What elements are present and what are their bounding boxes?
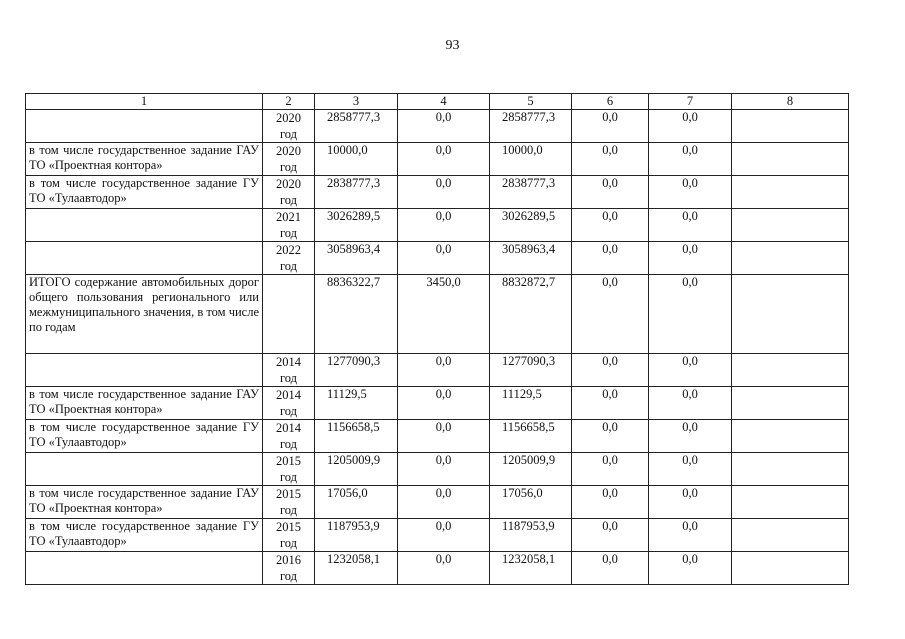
description-cell <box>26 110 263 143</box>
description-cell <box>26 453 263 486</box>
year-word: год <box>279 470 298 484</box>
municipal-cell: 0,0 <box>572 143 649 176</box>
regional-cell: 10000,0 <box>490 143 572 176</box>
total-cell: 1232058,1 <box>315 552 398 585</box>
description-cell: в том числе государственное задание ГАУ ТО «Проектная контора» <box>26 143 263 176</box>
year-word: год <box>279 569 298 583</box>
federal-cell: 3450,0 <box>398 275 490 354</box>
federal-cell: 0,0 <box>398 354 490 387</box>
note-cell <box>732 110 849 143</box>
year-word: год <box>279 536 298 550</box>
description-cell: в том числе государственное задание ГУ ТО «Тулаавтодор» <box>26 519 263 552</box>
municipal-cell: 0,0 <box>572 176 649 209</box>
year-word: год <box>279 404 298 418</box>
regional-cell: 1187953,9 <box>490 519 572 552</box>
total-cell: 8836322,7 <box>315 275 398 354</box>
year-number: 2020 <box>276 177 301 191</box>
year-word: год <box>279 127 298 141</box>
table-row <box>26 176 849 209</box>
extrabudget-cell: 0,0 <box>649 453 732 486</box>
regional-cell: 3026289,5 <box>490 209 572 242</box>
regional-cell: 2838777,3 <box>490 176 572 209</box>
extrabudget-cell: 0,0 <box>649 209 732 242</box>
header-cell: 3 <box>315 94 398 110</box>
header-cell: 2 <box>263 94 315 110</box>
year-cell <box>263 486 315 519</box>
year-number: 2015 <box>276 487 301 501</box>
year-cell <box>263 420 315 453</box>
note-cell <box>732 242 849 275</box>
total-cell: 3026289,5 <box>315 209 398 242</box>
municipal-cell: 0,0 <box>572 420 649 453</box>
year-cell <box>263 387 315 420</box>
total-cell: 1277090,3 <box>315 354 398 387</box>
federal-cell: 0,0 <box>398 552 490 585</box>
year-word: год <box>279 226 298 240</box>
table-row <box>26 275 849 354</box>
regional-cell: 1277090,3 <box>490 354 572 387</box>
municipal-cell: 0,0 <box>572 453 649 486</box>
year-cell <box>263 209 315 242</box>
extrabudget-cell: 0,0 <box>649 275 732 354</box>
page-number: 93 <box>445 38 460 53</box>
description-cell <box>26 354 263 387</box>
note-cell <box>732 143 849 176</box>
extrabudget-cell: 0,0 <box>649 387 732 420</box>
year-word: год <box>279 503 298 517</box>
table-row <box>26 519 849 552</box>
note-cell <box>732 486 849 519</box>
header-cell: 6 <box>572 94 649 110</box>
year-number: 2022 <box>276 243 301 257</box>
federal-cell: 0,0 <box>398 242 490 275</box>
year-cell <box>263 143 315 176</box>
note-cell <box>732 552 849 585</box>
municipal-cell: 0,0 <box>572 275 649 354</box>
header-cell: 7 <box>649 94 732 110</box>
federal-cell: 0,0 <box>398 453 490 486</box>
table-row <box>26 387 849 420</box>
year-number: 2015 <box>276 454 301 468</box>
description-cell: в том числе государственное задание ГАУ ТО «Проектная контора» <box>26 387 263 420</box>
extrabudget-cell: 0,0 <box>649 242 732 275</box>
table-row <box>26 453 849 486</box>
note-cell <box>732 354 849 387</box>
note-cell <box>732 453 849 486</box>
year-number: 2020 <box>276 144 301 158</box>
description-cell: ИТОГО содержание автомобильных дорог общего пользования регионального или межмуниципального значения, в том числе по годам <box>26 275 263 354</box>
table-row <box>26 242 849 275</box>
table-row <box>26 420 849 453</box>
total-cell: 10000,0 <box>315 143 398 176</box>
regional-cell: 3058963,4 <box>490 242 572 275</box>
total-cell: 1187953,9 <box>315 519 398 552</box>
extrabudget-cell: 0,0 <box>649 552 732 585</box>
year-word: год <box>279 259 298 273</box>
extrabudget-cell: 0,0 <box>649 354 732 387</box>
federal-cell: 0,0 <box>398 486 490 519</box>
total-cell: 1205009,9 <box>315 453 398 486</box>
header-cell: 8 <box>732 94 849 110</box>
description-cell <box>26 552 263 585</box>
year-number: 2020 <box>276 111 301 125</box>
federal-cell: 0,0 <box>398 110 490 143</box>
total-cell: 2858777,3 <box>315 110 398 143</box>
header-cell: 5 <box>490 94 572 110</box>
extrabudget-cell: 0,0 <box>649 420 732 453</box>
header-cell: 4 <box>398 94 490 110</box>
year-cell <box>263 110 315 143</box>
table-row <box>26 354 849 387</box>
municipal-cell: 0,0 <box>572 242 649 275</box>
federal-cell: 0,0 <box>398 387 490 420</box>
description-cell: в том числе государственное задание ГАУ ТО «Проектная контора» <box>26 486 263 519</box>
regional-cell: 2858777,3 <box>490 110 572 143</box>
year-number: 2014 <box>276 355 301 369</box>
note-cell <box>732 519 849 552</box>
note-cell <box>732 209 849 242</box>
total-cell: 3058963,4 <box>315 242 398 275</box>
extrabudget-cell: 0,0 <box>649 176 732 209</box>
regional-cell: 1156658,5 <box>490 420 572 453</box>
year-number: 2014 <box>276 421 301 435</box>
year-word: год <box>279 437 298 451</box>
table-row <box>26 486 849 519</box>
year-number: 2021 <box>276 210 301 224</box>
year-number: 2014 <box>276 388 301 402</box>
year-word: год <box>279 371 298 385</box>
table-row <box>26 143 849 176</box>
year-number: 2015 <box>276 520 301 534</box>
municipal-cell: 0,0 <box>572 552 649 585</box>
header-cell: 1 <box>26 94 263 110</box>
federal-cell: 0,0 <box>398 176 490 209</box>
budget-table <box>25 93 849 585</box>
description-cell: в том числе государственное задание ГУ ТО «Тулаавтодор» <box>26 176 263 209</box>
federal-cell: 0,0 <box>398 519 490 552</box>
municipal-cell: 0,0 <box>572 519 649 552</box>
year-cell <box>263 519 315 552</box>
table-header-row <box>26 94 849 110</box>
municipal-cell: 0,0 <box>572 486 649 519</box>
federal-cell: 0,0 <box>398 143 490 176</box>
description-cell <box>26 209 263 242</box>
year-cell <box>263 275 315 354</box>
year-cell <box>263 242 315 275</box>
federal-cell: 0,0 <box>398 420 490 453</box>
year-cell <box>263 453 315 486</box>
year-word: год <box>279 193 298 207</box>
extrabudget-cell: 0,0 <box>649 143 732 176</box>
total-cell: 1156658,5 <box>315 420 398 453</box>
extrabudget-cell: 0,0 <box>649 519 732 552</box>
year-word: год <box>279 160 298 174</box>
regional-cell: 11129,5 <box>490 387 572 420</box>
table-row <box>26 209 849 242</box>
note-cell <box>732 275 849 354</box>
note-cell <box>732 387 849 420</box>
year-cell <box>263 176 315 209</box>
total-cell: 2838777,3 <box>315 176 398 209</box>
extrabudget-cell: 0,0 <box>649 486 732 519</box>
municipal-cell: 0,0 <box>572 110 649 143</box>
municipal-cell: 0,0 <box>572 387 649 420</box>
total-cell: 11129,5 <box>315 387 398 420</box>
description-cell <box>26 242 263 275</box>
description-cell: в том числе государственное задание ГУ ТО «Тулаавтодор» <box>26 420 263 453</box>
table-body <box>26 94 849 585</box>
total-cell: 17056,0 <box>315 486 398 519</box>
federal-cell: 0,0 <box>398 209 490 242</box>
year-cell <box>263 552 315 585</box>
regional-cell: 1205009,9 <box>490 453 572 486</box>
table-row <box>26 110 849 143</box>
note-cell <box>732 420 849 453</box>
regional-cell: 8832872,7 <box>490 275 572 354</box>
extrabudget-cell: 0,0 <box>649 110 732 143</box>
municipal-cell: 0,0 <box>572 354 649 387</box>
regional-cell: 1232058,1 <box>490 552 572 585</box>
table-row <box>26 552 849 585</box>
note-cell <box>732 176 849 209</box>
municipal-cell: 0,0 <box>572 209 649 242</box>
year-cell <box>263 354 315 387</box>
regional-cell: 17056,0 <box>490 486 572 519</box>
year-number: 2016 <box>276 553 301 567</box>
